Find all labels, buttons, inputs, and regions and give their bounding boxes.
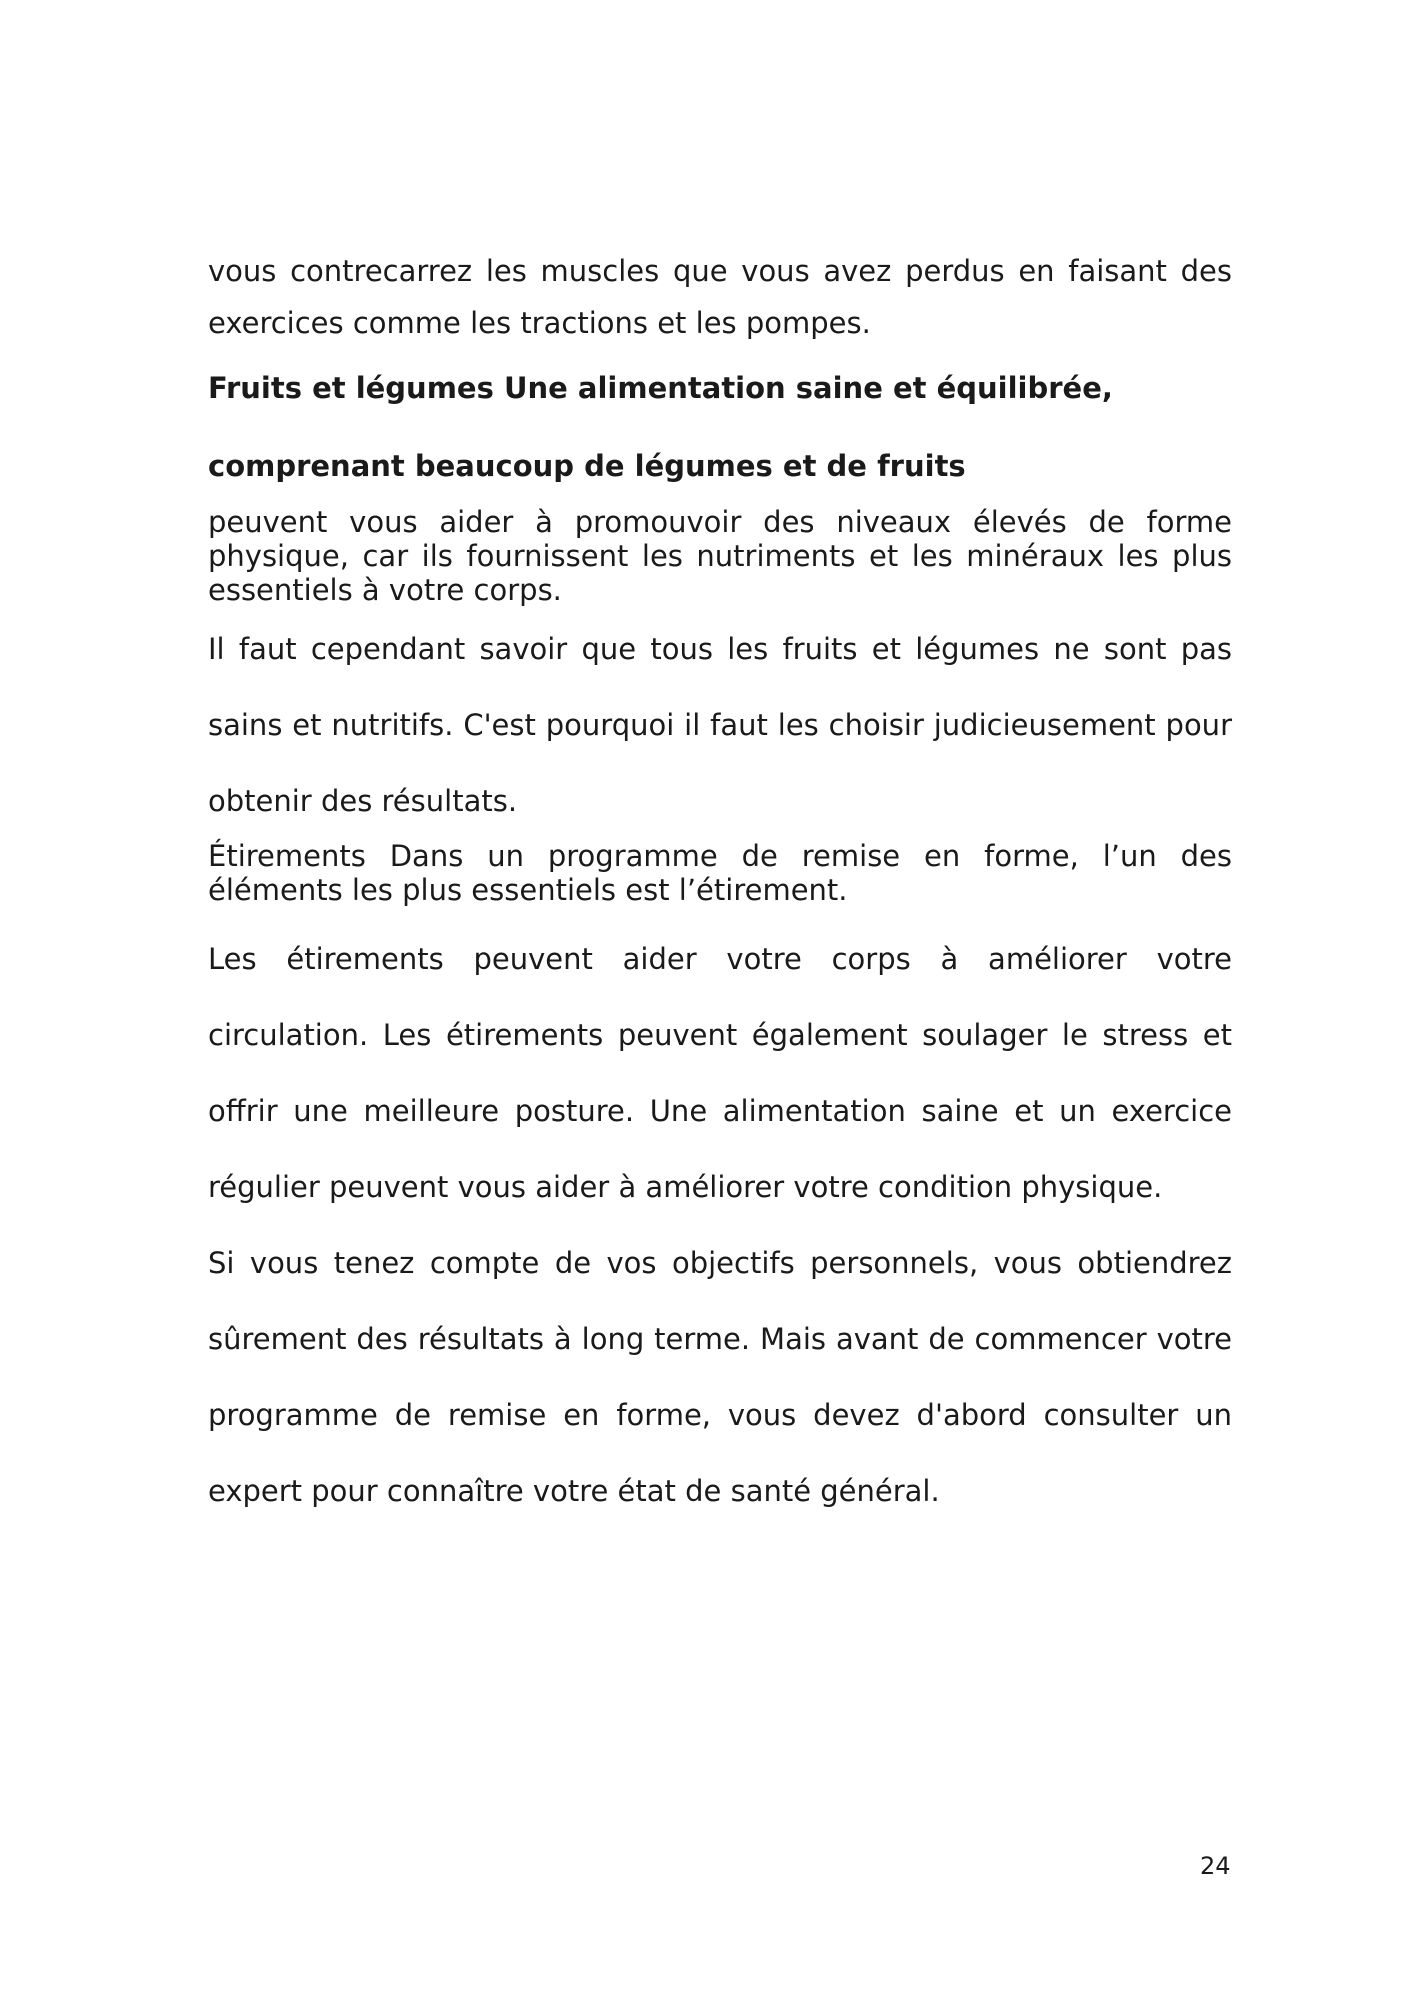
page-content <box>208 245 1232 1529</box>
page-number: 24 <box>1200 1852 1231 1880</box>
paragraph-etirements: Étirements Dans un programme de remise en forme, l’un des éléments les plus essentiels est l’étirement. <box>208 839 1232 907</box>
paragraph-circulation: Les étirements peuvent aider votre corps à améliorer votre circulation. Les étirements peuvent également soulager le stress et offrir une meilleure posture. Une alimentation saine et un exercice régulier peuvent vous aider à améliorer votre condition physique. <box>208 942 1232 1204</box>
paragraph-muscles: vous contrecarrez les muscles que vous avez perdus en faisant des exercices comme les tractions et les pompes. <box>208 254 1232 340</box>
paragraph-forme-physique: peuvent vous aider à promouvoir des niveaux élevés de forme physique, car ils fournissent les nutriments et les minéraux les plus essentiels à votre corps. <box>208 505 1232 607</box>
section-heading-fruits-legumes: Fruits et légumes Une alimentation saine et équilibrée, comprenant beaucoup de légumes et de fruits <box>208 371 1113 483</box>
paragraph-objectifs: Si vous tenez compte de vos objectifs personnels, vous obtiendrez sûrement des résultats à long terme. Mais avant de commencer votre programme de remise en forme, vous devez d'abord consulter un expert pour connaître votre état de santé général. <box>208 1246 1232 1508</box>
paragraph-choisir-fruits: Il faut cependant savoir que tous les fruits et légumes ne sont pas sains et nutritifs. C'est pourquoi il faut les choisir judicieusement pour obtenir des résultats. <box>208 632 1232 818</box>
